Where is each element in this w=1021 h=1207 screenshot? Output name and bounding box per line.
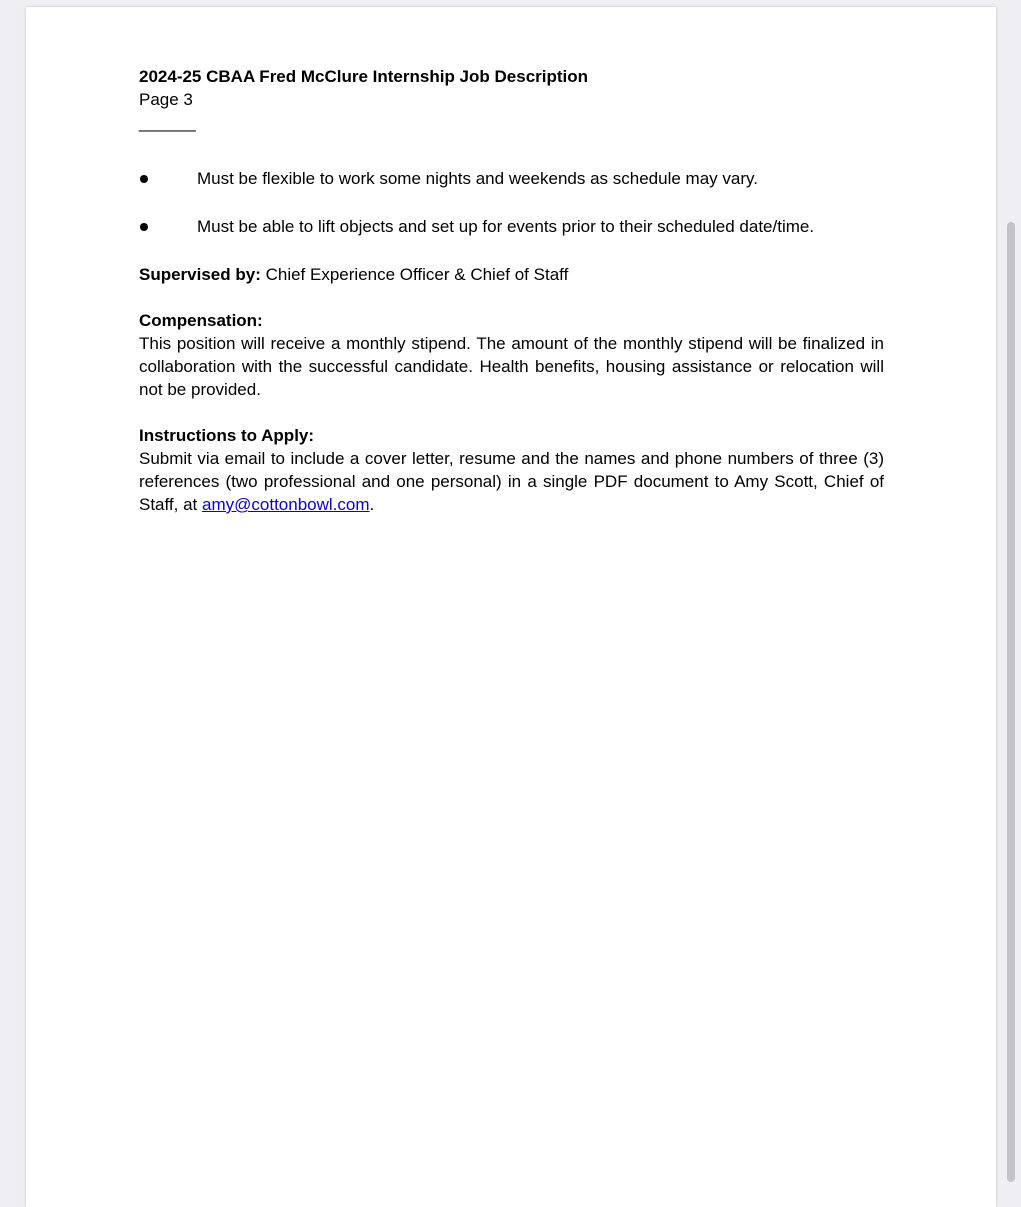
list-item-text: Must be able to lift objects and set up for events prior to their scheduled date/time. <box>197 217 815 236</box>
email-link[interactable]: amy@cottonbowl.com <box>202 495 370 514</box>
compensation-body: This position will receive a monthly stipend. The amount of the monthly stipend will be finalized in collaboration with the successful candidate. Health benefits, housing assistance or relocation will not be provided. <box>139 334 884 399</box>
scrollbar[interactable] <box>1007 222 1015 1182</box>
requirements-list <box>139 167 884 238</box>
header-rule: ______ <box>139 113 196 132</box>
supervised-by-value: Chief Experience Officer & Chief of Staff <box>260 265 569 284</box>
list-item-text: Must be flexible to work some nights and weekends as schedule may vary. <box>197 169 758 188</box>
bullet-icon <box>140 223 148 231</box>
document-title: 2024-25 CBAA Fred McClure Internship Job Description <box>139 67 589 86</box>
instructions-section <box>139 424 884 516</box>
list-item <box>139 215 884 238</box>
instructions-heading: Instructions to Apply: <box>139 426 315 445</box>
instructions-text: Submit via email to include a cover letter, resume and the names and phone numbers of three (3) references (two professional and one personal) in a single PDF document to Amy Scott, Chief of Staff, at <box>139 449 884 514</box>
page-number: Page 3 <box>139 90 193 109</box>
instructions-end: . <box>369 495 375 514</box>
instructions-body <box>139 447 884 516</box>
supervised-by-label: Supervised by: <box>139 265 261 284</box>
document-page <box>26 7 996 1207</box>
compensation-section <box>139 309 884 401</box>
compensation-heading: Compensation: <box>139 311 263 330</box>
supervised-by <box>139 263 884 286</box>
list-item <box>139 167 884 190</box>
page-content <box>139 65 884 516</box>
bullet-icon <box>140 175 148 183</box>
